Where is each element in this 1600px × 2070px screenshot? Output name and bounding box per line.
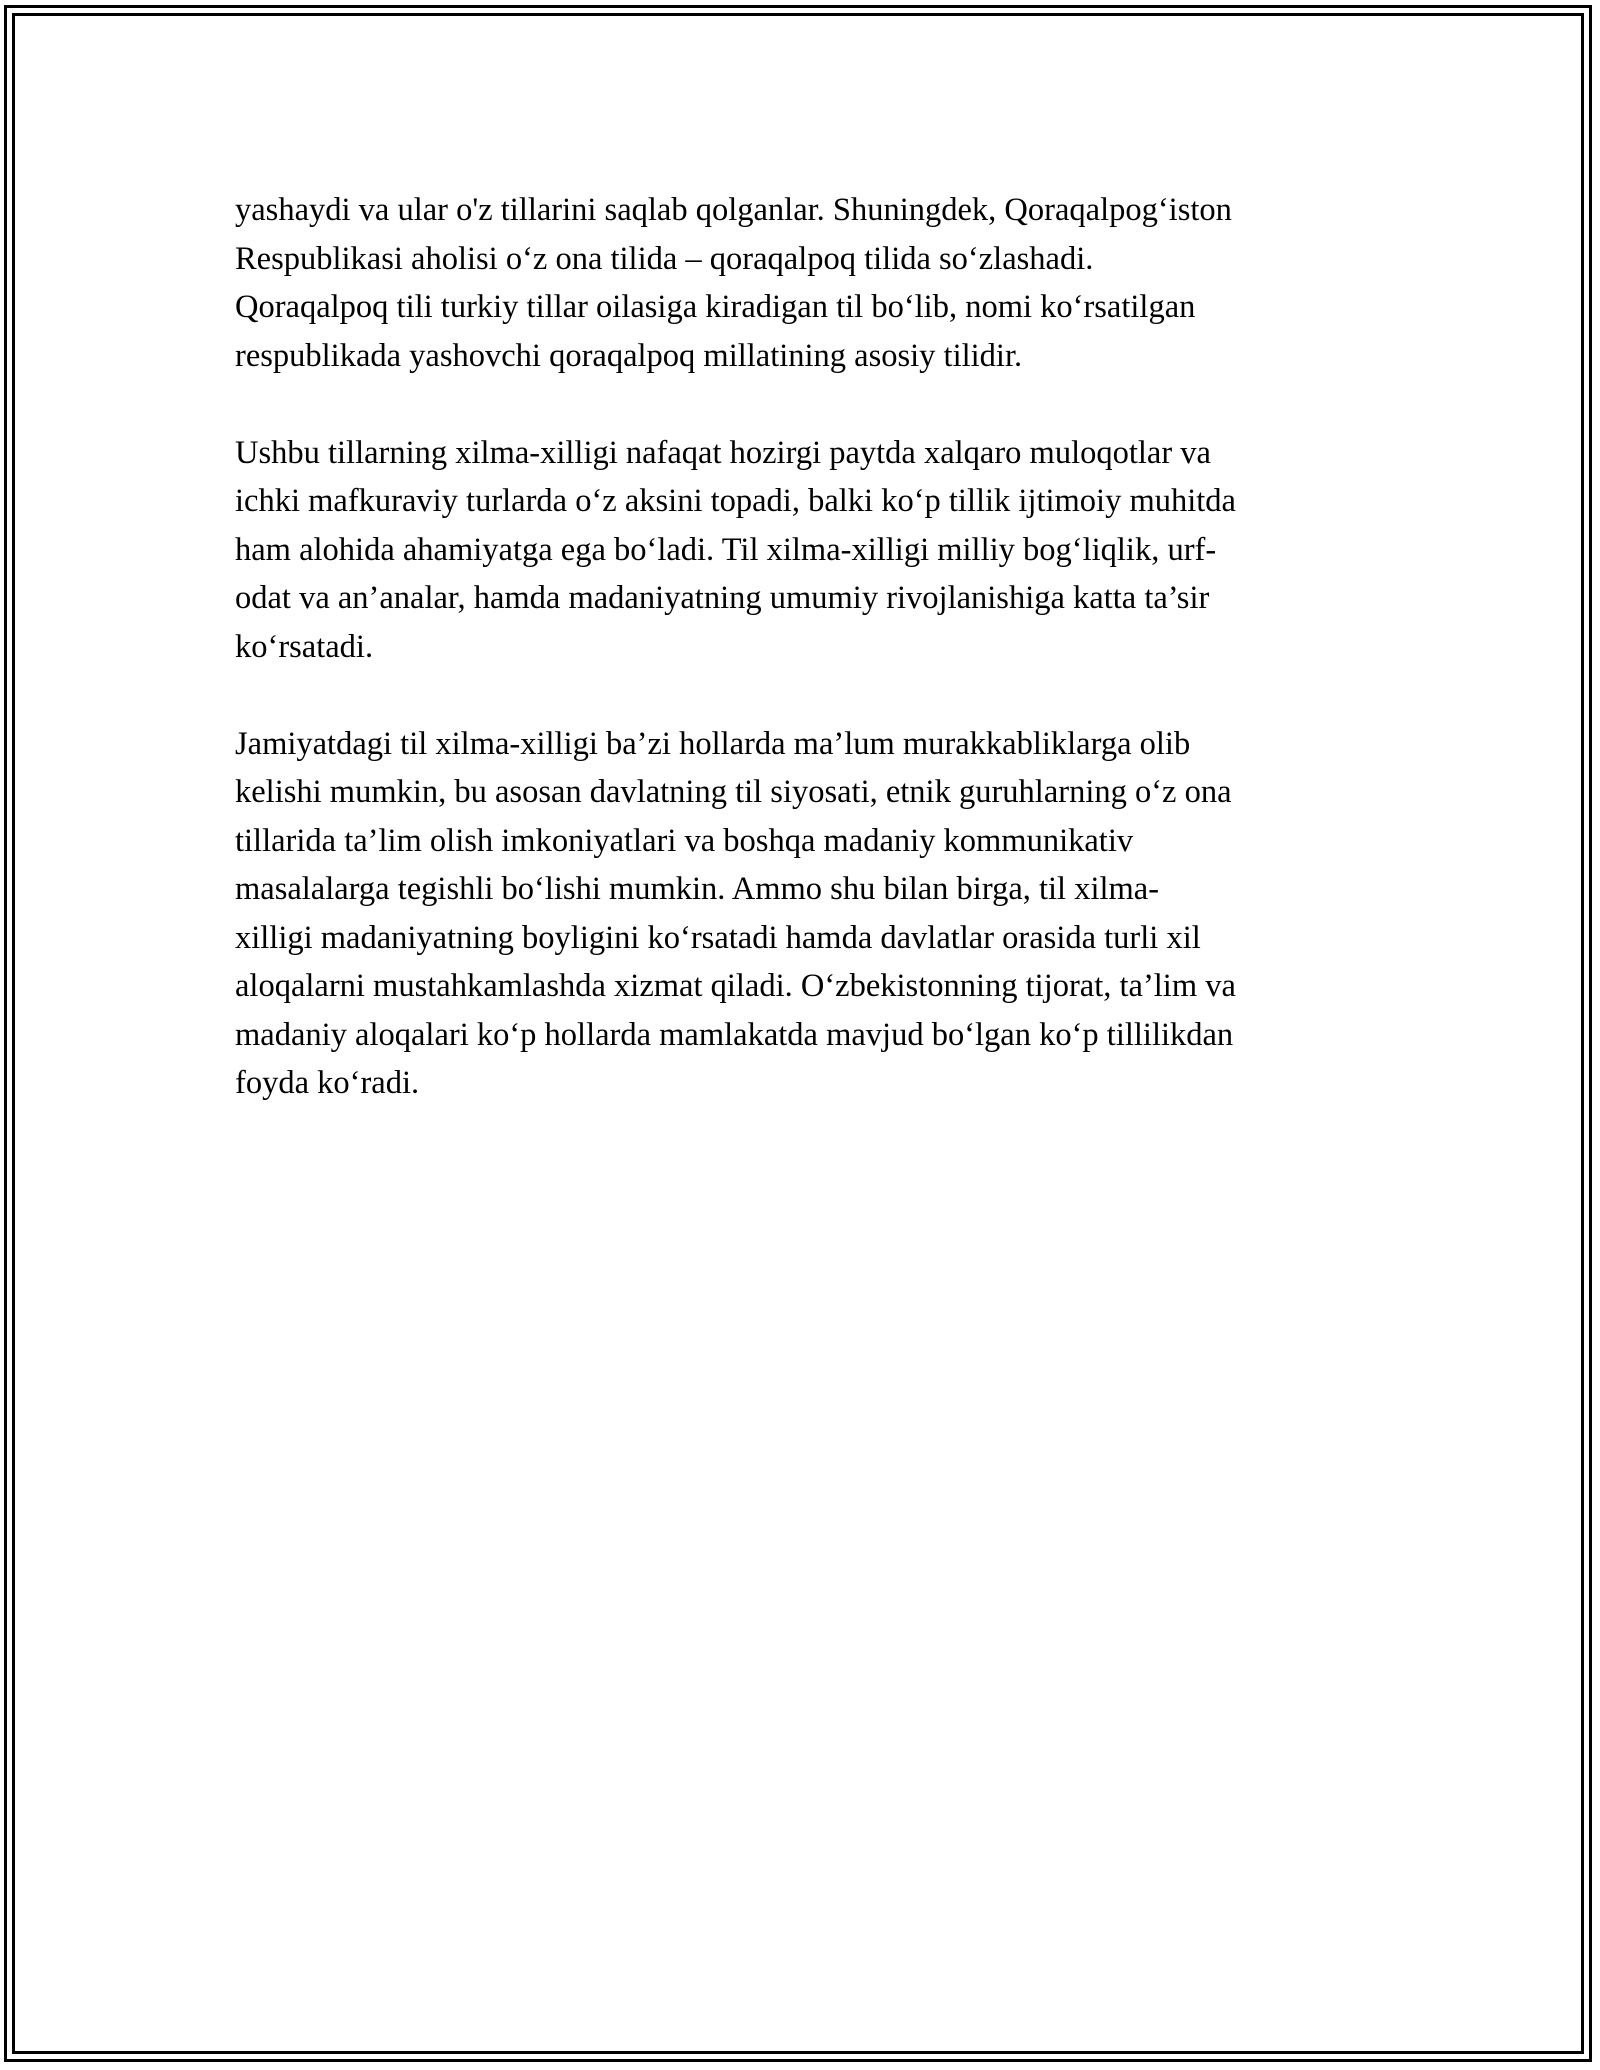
- text-line: xilligi madaniyatning boyligini ko‘rsatadi hamda davlatlar orasida turli xil: [235, 919, 1201, 956]
- text-line: Respublikasi aholisi o‘z ona tilida – qoraqalpoq tilida so‘zlashadi.: [235, 240, 1094, 277]
- text-line: ichki mafkuraviy turlarda o‘z aksini topadi, balki ko‘p tillik ijtimoiy muhitda: [235, 483, 1236, 519]
- paragraph-1: [235, 186, 1380, 380]
- text-line: foyda ko‘radi.: [235, 1065, 420, 1101]
- text-line: Ushbu tillarning xilma-xilligi nafaqat hozirgi paytda xalqaro muloqotlar va: [235, 434, 1211, 471]
- text-line: ham alohida ahamiyatga ega bo‘ladi. Til xilma-xilligi milliy bog‘liqlik, urf-: [235, 531, 1217, 568]
- paragraph-3: [235, 720, 1380, 1108]
- text-line: odat va an’analar, hamda madaniyatning umumiy rivojlanishiga katta ta’sir: [235, 580, 1210, 616]
- text-line: kelishi mumkin, bu asosan davlatning til siyosati, etnik guruhlarning o‘z ona: [235, 774, 1232, 810]
- paragraph-2: [235, 429, 1380, 672]
- text-line: ko‘rsatadi.: [235, 628, 374, 665]
- text-line: masalalarga tegishli bo‘lishi mumkin. Ammo shu bilan birga, til xilma-: [235, 871, 1160, 907]
- text-line: Jamiyatdagi til xilma-xilligi ba’zi hollarda ma’lum murakkabliklarga olib: [235, 725, 1191, 762]
- text-line: yashaydi va ular o'z tillarini saqlab qolganlar. Shuningdek, Qoraqalpog‘iston: [235, 192, 1232, 228]
- text-line: madaniy aloqalari ko‘p hollarda mamlakatda mavjud bo‘lgan ko‘p tillilikdan: [235, 1016, 1234, 1053]
- text-line: aloqalarni mustahkamlashda xizmat qiladi. O‘zbekistonning tijorat, ta’lim va: [235, 968, 1236, 1004]
- text-line: respublikada yashovchi qoraqalpoq millatining asosiy tilidir.: [235, 337, 1023, 374]
- text-line: tillarida ta’lim olish imkoniyatlari va boshqa madaniy kommunikativ: [235, 822, 1134, 859]
- text-line: Qoraqalpoq tili turkiy tillar oilasiga kiradigan til bo‘lib, nomi ko‘rsatilgan: [235, 289, 1196, 325]
- document-body: [235, 186, 1380, 1156]
